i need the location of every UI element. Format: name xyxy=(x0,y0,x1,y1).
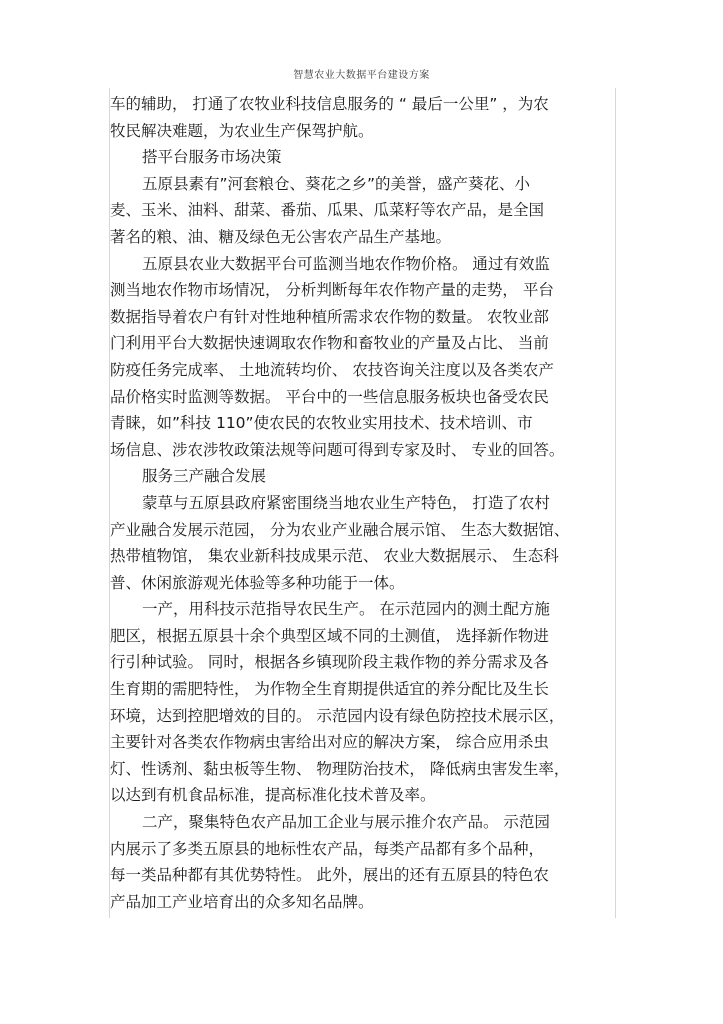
text-line: 牧民解决难题，为农业生产保驾护航。 xyxy=(110,121,374,140)
text-line: 灯、性诱剂、黏虫板等生物、 物理防治技术， 降低病虫害发生率， xyxy=(110,759,570,778)
text-line: 场信息、涉农涉牧政策法规等问题可得到专家及时、 专业的回答。 xyxy=(110,440,565,459)
text-line: 著名的粮、油、糖及绿色无公害农产品生产基地。 xyxy=(110,227,452,246)
text-line: 搭平台服务市场决策 xyxy=(142,148,282,167)
text-line: 二产，聚集特色农产品加工企业与展示推介农产品。 示范园 xyxy=(142,813,550,832)
text-line: 产业融合发展示范园， 分为农业产业融合展示馆、 生态大数据馆、 xyxy=(110,520,570,539)
text-line: 肥区，根据五原县十余个典型区域不同的土测值， 选择新作物进 xyxy=(110,626,549,645)
text-line: 五原县农业大数据平台可监测当地农作物价格。 通过有效监 xyxy=(142,254,550,273)
document-body xyxy=(110,91,612,915)
text-line: 普、休闲旅游观光体验等多种功能于一体。 xyxy=(110,573,405,592)
text-line: 服务三产融合发展 xyxy=(142,467,267,486)
text-line: 热带植物馆， 集农业新科技成果示范、 农业大数据展示、 生态科 xyxy=(110,547,559,566)
text-line: 车的辅助， 打通了农牧业科技信息服务的 “ 最后一公里” ，为农 xyxy=(110,95,549,113)
text-line: 麦、玉米、油料、甜菜、番茄、瓜果、瓜菜籽等农产品，是全国 xyxy=(110,201,545,220)
text-line: 防疫任务完成率、 土地流转均价、 农技咨询关注度以及各类农产 xyxy=(110,360,554,379)
text-line: 行引种试验。 同时，根据各乡镇现阶段主栽作物的养分需求及各 xyxy=(110,653,549,672)
text-line: 生育期的需肥特性， 为作物全生育期提供适宜的养分配比及生长 xyxy=(110,680,549,699)
text-line: 产品加工产业培育出的众多知名品牌。 xyxy=(110,892,374,911)
text-line: 蒙草与五原县政府紧密围绕当地农业生产特色， 打造了农村 xyxy=(142,493,550,512)
text-line: 品价格实时监测等数据。 平台中的一些信息服务板块也备受农民 xyxy=(110,387,549,406)
text-line: 数据指导着农户有针对性地种植所需求农作物的数量。 农牧业部 xyxy=(110,307,549,326)
text-line: 门利用平台大数据快速调取农作物和畜牧业的产量及占比、 当前 xyxy=(110,334,549,353)
text-line: 内展示了多类五原县的地标性农产品，每类产品都有多个品种， xyxy=(110,839,545,858)
page-header: 智慧农业大数据平台建设方案 xyxy=(293,70,430,81)
text-line: 一产，用科技示范指导农民生产。 在示范园内的测土配方施 xyxy=(142,600,550,619)
text-line: 环境，达到控肥增效的目的。 示范园内设有绿色防控技术展示区， xyxy=(110,706,565,725)
text-line: 五原县素有”河套粮仓、葵花之乡”的美誉，盛产葵花、小 xyxy=(142,174,531,193)
text-line: 测当地农作物市场情况， 分析判断每年农作物产量的走势， 平台 xyxy=(110,281,554,300)
text-line: 主要针对各类农作物病虫害给出对应的解决方案， 综合应用杀虫 xyxy=(110,733,549,752)
text-line: 每一类品种都有其优势特性。 此外，展出的还有五原县的特色农 xyxy=(110,866,549,885)
text-line: 青睐，如”科技 110”使农民的农牧业实用技术、技术培训、市 xyxy=(110,414,533,433)
text-line: 以达到有机食品标准，提高标准化技术普及率。 xyxy=(110,786,436,805)
